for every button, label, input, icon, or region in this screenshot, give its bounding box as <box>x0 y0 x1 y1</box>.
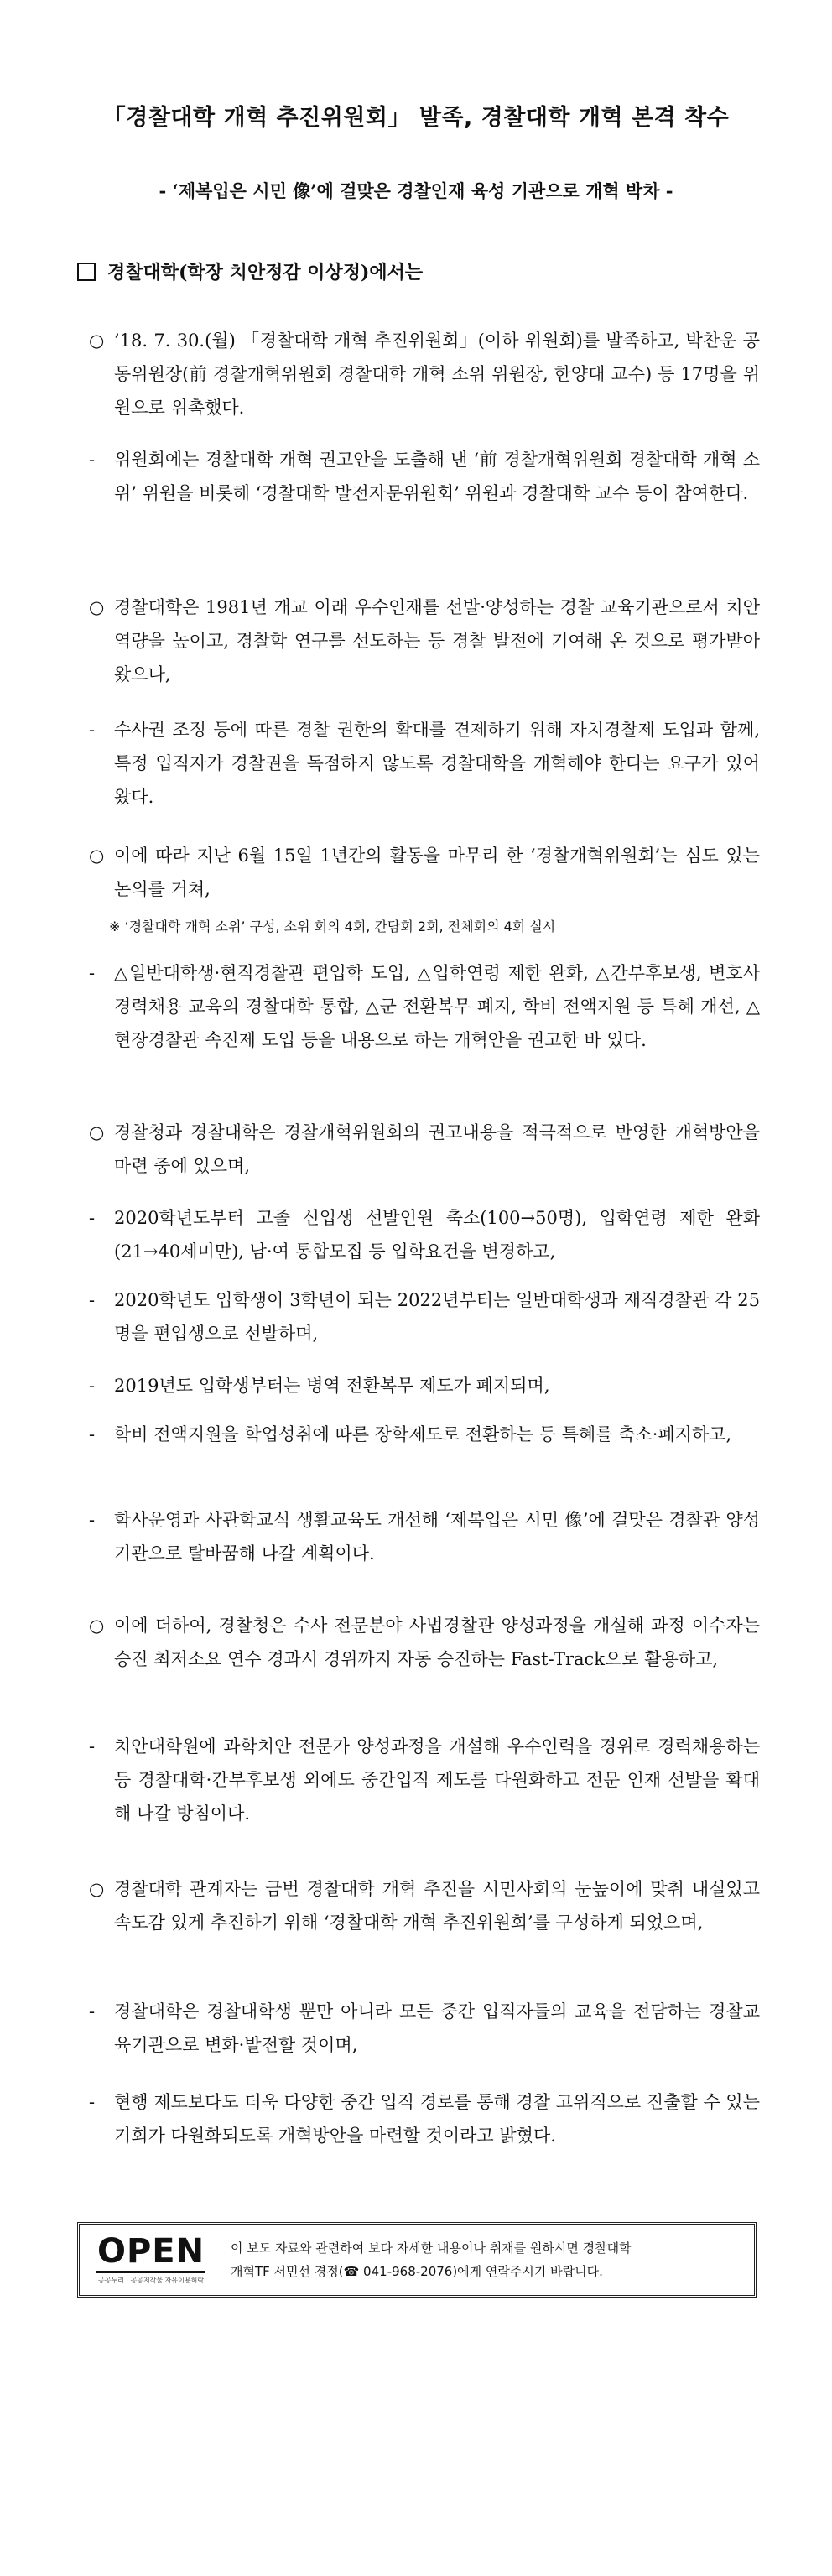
lead-text: 경찰대학(학장 치안정감 이상정)에서는 <box>107 262 424 284</box>
footer-line-2: 개혁TF 서민선 경정(☎ 041-968-2076)에게 연락주시기 바랍니다. <box>231 2264 603 2279</box>
dash-bullet: - <box>89 720 96 740</box>
circle-bullet-icon: ○ <box>89 597 105 617</box>
paragraph-text: 경찰대학은 경찰대학생 뿐만 아니라 모든 중간 입직자들의 교육을 전담하는 경찰교육기관으로 변화·발전할 것이며, <box>114 2001 760 2055</box>
paragraph-text: 2020학년도부터 고졸 신입생 선발인원 축소(100→50명), 입학연령 제한 완화(21→40세미만), 남·여 통합모집 등 입학요건을 변경하고, <box>114 1208 760 1262</box>
paragraph <box>89 1995 760 2062</box>
dash-bullet: - <box>89 1424 96 1444</box>
checkbox-square-icon <box>77 263 96 281</box>
dash-bullet: - <box>89 1208 96 1228</box>
circle-bullet-icon: ○ <box>89 330 105 351</box>
paragraph <box>89 324 760 424</box>
paragraph <box>89 1201 760 1268</box>
paragraph-text: 경찰대학은 1981년 개교 이래 우수인재를 선발·양성하는 경찰 교육기관으로서 치안역량을 높이고, 경찰학 연구를 선도하는 등 경찰 발전에 기여해 온 것으로 평가받아 왔으나, <box>114 597 760 684</box>
contact-footer-box <box>77 2222 757 2298</box>
paragraph-text: 학비 전액지원을 학업성취에 따른 장학제도로 전환하는 등 특혜를 축소·폐지하고, <box>114 1424 732 1444</box>
paragraph-text: 2019년도 입학생부터는 병역 전환복무 제도가 폐지되며, <box>114 1376 550 1396</box>
dash-bullet: - <box>89 1290 96 1310</box>
footer-line-1: 이 보도 자료와 관련하여 보다 자세한 내용이나 취재를 원하시면 경찰대학 <box>231 2240 632 2256</box>
paragraph-text: ’18. 7. 30.(월) 「경찰대학 개혁 추진위원회」(이하 위원회)를 발족하고, 박찬운 공동위원장(前 경찰개혁위원회 경찰대학 개혁 소위 위원장, 한양대 교수) 등 17명을 위원으로 위촉했다. <box>114 330 760 418</box>
lead-line <box>77 258 423 284</box>
footer-contact-text <box>214 2236 754 2283</box>
dash-bullet: - <box>89 2092 96 2112</box>
dash-bullet: - <box>89 450 96 470</box>
paragraph-text: 수사권 조정 등에 따른 경찰 권한의 확대를 견제하기 위해 자치경찰제 도입과 함께, 특정 입직자가 경찰권을 독점하지 않도록 경찰대학을 개혁해야 한다는 요구가 있어 왔다. <box>114 720 760 807</box>
paragraph <box>89 1369 760 1402</box>
paragraph <box>89 1283 760 1350</box>
paragraph <box>89 839 760 906</box>
paragraph-text: 치안대학원에 과학치안 전문가 양성과정을 개설해 우수인력을 경위로 경력채용하는 등 경찰대학·간부후보생 외에도 중간입직 제도를 다원화하고 전문 인재 선발을 확대해 나갈 방침이다. <box>114 1736 760 1824</box>
paragraph-text: 이에 따라 지난 6월 15일 1년간의 활동을 마무리 한 ‘경찰개혁위원회’는 심도 있는 논의를 거쳐, <box>114 846 760 899</box>
paragraph <box>89 1503 760 1570</box>
paragraph <box>89 1418 760 1451</box>
paragraph-text: 경찰대학 관계자는 금번 경찰대학 개혁 추진을 시민사회의 눈높이에 맞춰 내실있고 속도감 있게 추진하기 위해 ‘경찰대학 개혁 추진위원회’를 구성하게 되었으며, <box>114 1879 760 1933</box>
paragraph <box>89 1872 760 1939</box>
circle-bullet-icon: ○ <box>89 1879 105 1899</box>
paragraph <box>89 1116 760 1183</box>
paragraph-text: 학사운영과 사관학교식 생활교육도 개선해 ‘제복입은 시민 像’에 걸맞은 경찰관 양성기관으로 탈바꿈해 나갈 계획이다. <box>114 1510 760 1564</box>
paragraph-text: 현행 제도보다도 더욱 다양한 중간 입직 경로를 통해 경찰 고위직으로 진출할 수 있는 기회가 다원화되도록 개혁방안을 마련할 것이라고 밝혔다. <box>114 2092 760 2146</box>
paragraph <box>89 1730 760 1830</box>
paragraph <box>89 713 760 814</box>
document-subtitle: - ‘제복입은 시민 像’에 걸맞은 경찰인재 육성 기관으로 개혁 박차 - <box>159 180 673 201</box>
document-title: 「경찰대학 개혁 추진위원회」 발족, 경찰대학 개혁 본격 착수 <box>102 105 730 131</box>
circle-bullet-icon: ○ <box>89 1122 105 1142</box>
paragraph-text: 2020학년도 입학생이 3학년이 되는 2022년부터는 일반대학생과 재직경찰관 각 25명을 편입생으로 선발하며, <box>114 1290 760 1344</box>
paragraph-text: 위원회에는 경찰대학 개혁 권고안을 도출해 낸 ‘前 경찰개혁위원회 경찰대학 개혁 소위’ 위원을 비롯해 ‘경찰대학 발전자문위원회’ 위원과 경찰대학 교수 등이 참여한다. <box>114 450 760 503</box>
dash-bullet: - <box>89 1736 96 1756</box>
paragraph <box>89 591 760 691</box>
paragraph-text: △일반대학생·현직경찰관 편입학 도입, △입학연령 제한 완화, △간부후보생, 변호사 경력채용 교육의 경찰대학 통합, △군 전환복무 폐지, 학비 전액지원 등 특혜 개선, △현장경찰관 속진제 도입 등을 내용으로 하는 개혁안을 권고한 바 있다. <box>114 963 760 1050</box>
open-license-logo <box>88 2230 214 2289</box>
dash-bullet: - <box>89 1376 96 1396</box>
paragraph <box>89 1609 760 1676</box>
dash-bullet: - <box>89 963 96 983</box>
paragraph <box>89 956 760 1057</box>
open-logo-word: OPEN <box>96 2232 205 2271</box>
dash-bullet: - <box>89 1510 96 1530</box>
logo-subtext: 공공누리 · 공공저작물 자유이용허락 <box>97 2277 205 2284</box>
circle-bullet-icon: ○ <box>89 846 105 866</box>
paragraph-text: 이에 더하여, 경찰청은 수사 전문분야 사법경찰관 양성과정을 개설해 과정 이수자는 승진 최저소요 연수 경과시 경위까지 자동 승진하는 Fast-Track으로 활용하고, <box>114 1616 760 1669</box>
dash-bullet: - <box>89 2001 96 2022</box>
paragraph <box>89 2085 760 2152</box>
paragraph-text: 경찰청과 경찰대학은 경찰개혁위원회의 권고내용을 적극적으로 반영한 개혁방안을 마련 중에 있으며, <box>114 1122 760 1176</box>
logo-underline <box>96 2271 205 2273</box>
circle-bullet-icon: ○ <box>89 1616 105 1636</box>
footnote-note: ※ ‘경찰대학 개혁 소위’ 구성, 소위 회의 4회, 간담회 2회, 전체회의 4회 실시 <box>109 919 556 934</box>
paragraph <box>89 443 760 510</box>
